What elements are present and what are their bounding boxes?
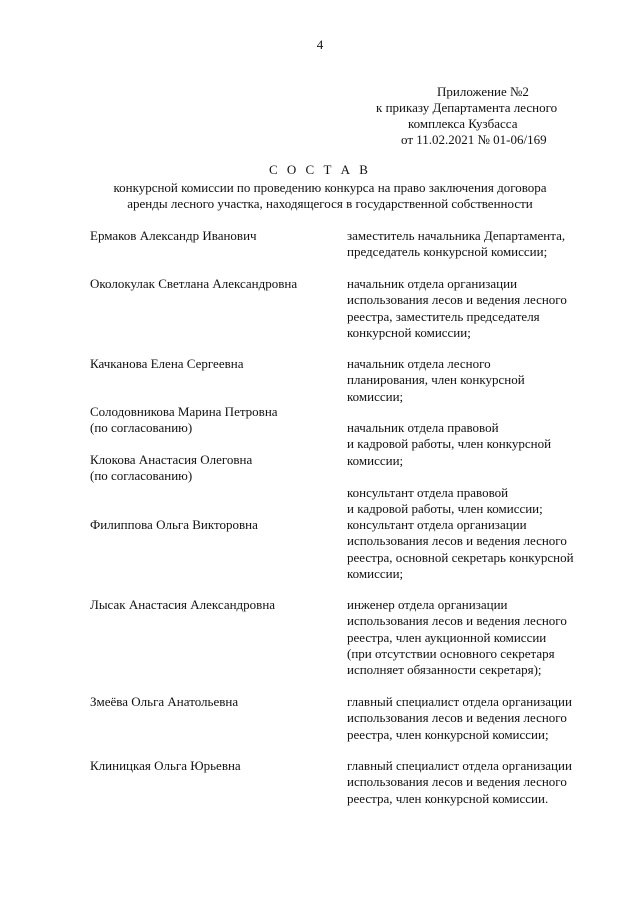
member-role-line: реестра, заместитель председателя <box>347 308 540 324</box>
member-name <box>90 758 340 774</box>
member-name <box>90 228 340 244</box>
member-role-line: реестра, основной секретарь конкурсной <box>347 549 574 565</box>
member-role <box>347 694 617 743</box>
member-name <box>90 276 340 292</box>
member-name-line: Околокулак Светлана Александровна <box>90 276 298 291</box>
member-role-line: реестра, член конкурсной комиссии; <box>347 726 549 742</box>
page-number: 4 <box>316 37 324 52</box>
appendix-line: комплекса Кузбасса <box>408 116 518 131</box>
member-name-line: Клокова Анастасия Олеговна <box>90 452 253 467</box>
appendix-header <box>330 84 630 148</box>
member-name <box>90 597 340 613</box>
member-role-line: использования лесов и ведения лесного <box>347 292 567 308</box>
member-role-line: планирования, член конкурсной <box>347 372 525 388</box>
member-role-line: председатель конкурсной комиссии; <box>347 244 548 260</box>
document-subtitle <box>80 180 580 212</box>
member-role-line: комиссии; <box>347 388 404 404</box>
member-role <box>347 597 617 678</box>
appendix-line: к приказу Департамента лесного <box>376 100 558 115</box>
document-title: С О С Т А В <box>269 162 371 177</box>
member-role-line: начальник отдела организации <box>347 276 518 291</box>
member-role-line: инженер отдела организации <box>347 597 508 612</box>
member-role <box>347 276 617 341</box>
member-role-line: комиссии; <box>347 452 404 468</box>
member-role <box>347 485 617 518</box>
member-name-line: Солодовникова Марина Петровна <box>90 404 278 419</box>
member-role <box>347 420 617 469</box>
appendix-line: от 11.02.2021 № 01-06/169 <box>401 132 547 147</box>
member-role-line: начальник отдела лесного <box>347 356 491 371</box>
member-role <box>347 356 617 405</box>
member-role-line: главный специалист отдела организации <box>347 694 572 709</box>
member-name <box>90 356 340 372</box>
appendix-line: Приложение №2 <box>437 84 529 99</box>
subtitle-line: аренды лесного участка, находящегося в государственной собственности <box>127 196 533 211</box>
member-role-line: и кадровой работы, член конкурсной <box>347 436 552 452</box>
member-name <box>90 404 340 437</box>
member-role <box>347 228 617 261</box>
member-role-line: (при отсутствии основного секретаря <box>347 645 555 661</box>
member-name-line: Филиппова Ольга Викторовна <box>90 517 258 532</box>
member-name-line: Ермаков Александр Иванович <box>90 228 257 243</box>
member-role-line: и кадровой работы, член комиссии; <box>347 501 543 517</box>
member-role-line: использования лесов и ведения лесного <box>347 613 567 629</box>
member-role-line: начальник отдела правовой <box>347 420 499 435</box>
member-name-line: (по согласованию) <box>90 468 193 484</box>
member-role-line: комиссии; <box>347 565 404 581</box>
member-role-line: конкурсной комиссии; <box>347 324 471 340</box>
member-name <box>90 694 340 710</box>
member-role-line: консультант отдела правовой <box>347 485 509 500</box>
member-role-line: использования лесов и ведения лесного <box>347 774 567 790</box>
member-name-line: Качканова Елена Сергеевна <box>90 356 244 371</box>
member-role-line: консультант отдела организации <box>347 517 527 532</box>
member-role-line: реестра, член конкурсной комиссии. <box>347 790 549 806</box>
member-name-line: Лысак Анастасия Александровна <box>90 597 276 612</box>
member-role-line: реестра, член аукционной комиссии <box>347 629 547 645</box>
member-name-line: Клиницкая Ольга Юрьевна <box>90 758 241 773</box>
member-role-line: главный специалист отдела организации <box>347 758 572 773</box>
subtitle-line: конкурсной комиссии по проведению конкурса на право заключения договора <box>113 180 547 195</box>
member-name <box>90 452 340 485</box>
member-role <box>347 758 617 807</box>
member-name <box>90 517 340 533</box>
member-role <box>347 517 617 582</box>
member-role-line: использования лесов и ведения лесного <box>347 710 567 726</box>
member-name-line: Змеёва Ольга Анатольевна <box>90 694 239 709</box>
member-name-line: (по согласованию) <box>90 420 193 436</box>
member-role-line: использования лесов и ведения лесного <box>347 533 567 549</box>
member-role-line: заместитель начальника Департамента, <box>347 228 566 243</box>
member-role-line: исполняет обязанности секретаря); <box>347 662 542 678</box>
